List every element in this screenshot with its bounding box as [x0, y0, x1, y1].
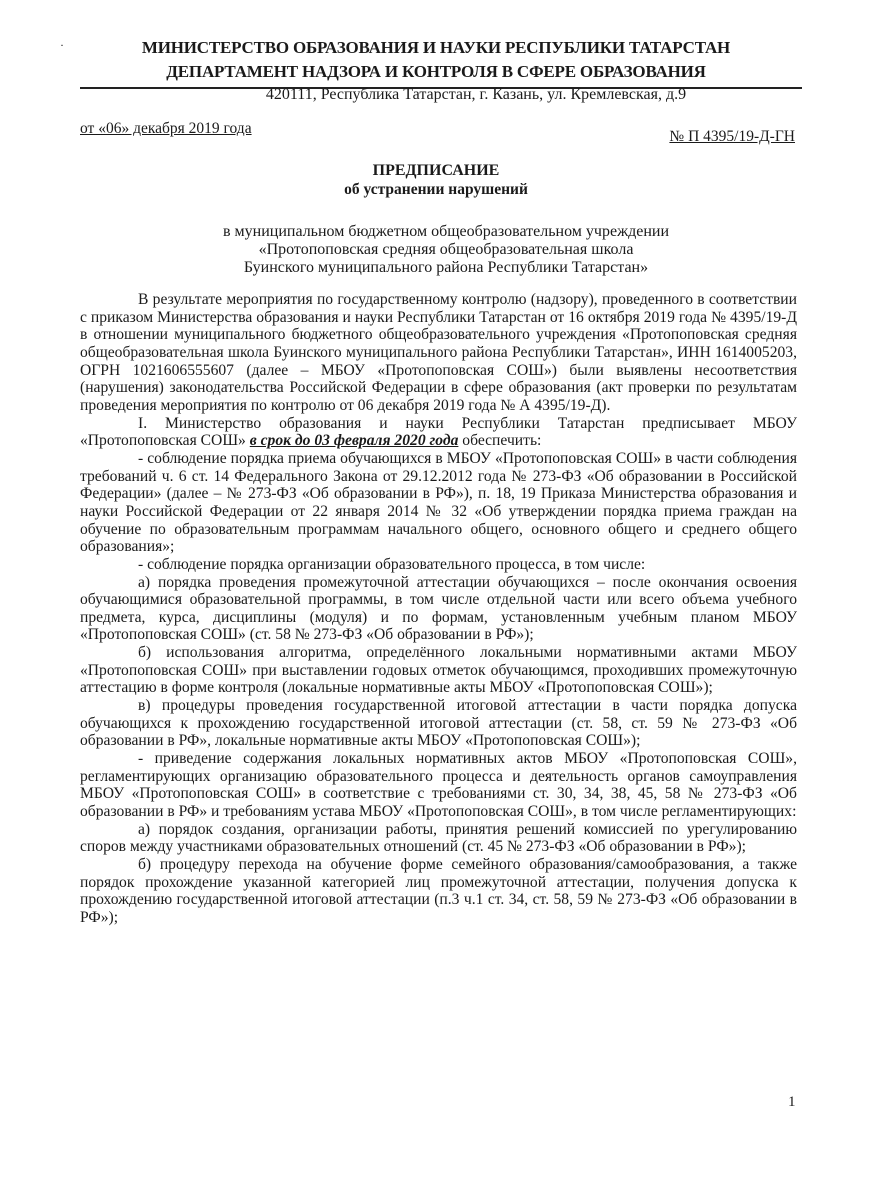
document-subtitle: об устранении нарушений — [344, 181, 528, 198]
page-number: 1 — [788, 1094, 796, 1110]
order-text: I. Министерство образования и науки Республики Татарстан предписывает МБОУ «Протопоповская СОШ» — [80, 414, 797, 450]
institution-line: Буинского муниципального района Республики Татарстан» — [243, 259, 649, 276]
scan-speck: · — [60, 38, 64, 52]
list-item: - приведение содержания локальных нормативных актов МБОУ «Протопоповская СОШ», регламентирующих организацию образовательного процесса и деятельность органов самоуправления МБОУ «Протопоповская СОШ» в соответствие с требованиями ст. 30, 34, 38, 45, 58 № 273-ФЗ «Об образовании в РФ» и требованиям устава МБОУ «Протопоповская СОШ», в том числе регламентирующих: — [80, 750, 797, 821]
list-item: - соблюдение порядка приема обучающихся в МБОУ «Протопоповская СОШ» в части соблюдения требований ч. 6 ст. 14 Федерального Закона от 29.12.2012 года № 273-ФЗ «Об образовании в Российской Федерации» (далее – № 273-ФЗ «Об образовании в РФ»), п. 18, 19 Приказа Министерства образования и науки Российской Федерации от 22 января 2014 № 32 «Об утверждении порядка приема граждан на обучение по образовательным программам начального общего, основного общего и среднего общего образования»; — [80, 449, 797, 556]
institution-line: «Протопоповская средняя общеобразовательная школа — [258, 241, 634, 258]
institution-line: в муниципальном бюджетном общеобразовательном учреждении — [222, 223, 670, 240]
list-item: - соблюдение порядка организации образовательного процесса, в том числе: — [138, 555, 646, 573]
order-paragraph — [80, 415, 797, 450]
ministry-heading: МИНИСТЕРСТВО ОБРАЗОВАНИЯ И НАУКИ РЕСПУБЛИКИ ТАТАРСТАН — [141, 38, 731, 57]
intro-paragraph: В результате мероприятия по государственному контролю (надзору), проведенного в соответствии с приказом Министерства образования и науки Республики Татарстан от 16 октября 2019 года № 4395/19-Д в отношении муниципального бюджетного общеобразовательного учреждения «Протопоповская средняя общеобразовательная школа Буинского муниципального района Республики Татарстан», ИНН 1614005203, ОГРН 1021606555607 (далее – МБОУ «Протопоповская СОШ») были выявлены несоответствия (нарушения) законодательства Российской Федерации в сфере образования (акт проверки по результатам проведения мероприятия по контролю от 06 декабря 2019 года № А 4395/19-Д). — [80, 291, 797, 414]
document-title: ПРЕДПИСАНИЕ — [372, 162, 500, 179]
list-item: а) порядок создания, организации работы, принятия решений комиссией по урегулированию споров между участниками образовательных отношений (ст. 45 № 273-ФЗ «Об образовании в РФ»); — [80, 820, 797, 856]
list-item: в) процедуры проведения государственной итоговой аттестации в части порядка допуска обучающихся к прохождению государственной итоговой аттестации (ст. 58, ст. 59 № 273-ФЗ «Об образовании в РФ», локальные нормативные акты МБОУ «Протопоповская СОШ»); — [80, 697, 797, 750]
list-item: а) порядка проведения промежуточной аттестации обучающихся – после окончания освоения обучающимися образовательной программы, в том числе отдельной части или всего объема учебного предмета, курса, дисциплины (модуля) и по формам, установленным учебным планом МБОУ «Протопоповская СОШ» (ст. 58 № 273-ФЗ «Об образовании в РФ»); — [80, 573, 797, 644]
document-body — [80, 291, 797, 927]
document-number: № П 4395/19-Д-ГН — [669, 128, 795, 145]
deadline: в срок до 03 февраля 2020 года — [249, 432, 459, 450]
institution-block — [10, 223, 872, 277]
order-text-end: обеспечить: — [458, 432, 542, 450]
list-item: б) процедуру перехода на обучение форме семейного образования/самообразования, а также порядок прохождение указанной категорией лиц промежуточной аттестации, получения допуска к прохождению государственной итоговой аттестации (п.3 ч.1 ст. 34, ст. 58, 59 № 273-ФЗ «Об образовании в РФ»); — [80, 856, 797, 926]
department-heading: ДЕПАРТАМЕНТ НАДЗОРА И КОНТРОЛЯ В СФЕРЕ ОБРАЗОВАНИЯ — [166, 62, 706, 81]
address: 420111, Республика Татарстан, г. Казань, ул. Кремлевская, д.9 — [265, 86, 687, 103]
list-item: б) использования алгоритма, определённого локальными нормативными актами МБОУ «Протопоповская СОШ» при выставлении годовых отметок обучающимся, проходивших промежуточную аттестацию в форме контроля (локальные нормативные акты МБОУ «Протопоповская СОШ»); — [80, 644, 797, 697]
document-date: от «06» декабря 2019 года — [80, 120, 252, 137]
